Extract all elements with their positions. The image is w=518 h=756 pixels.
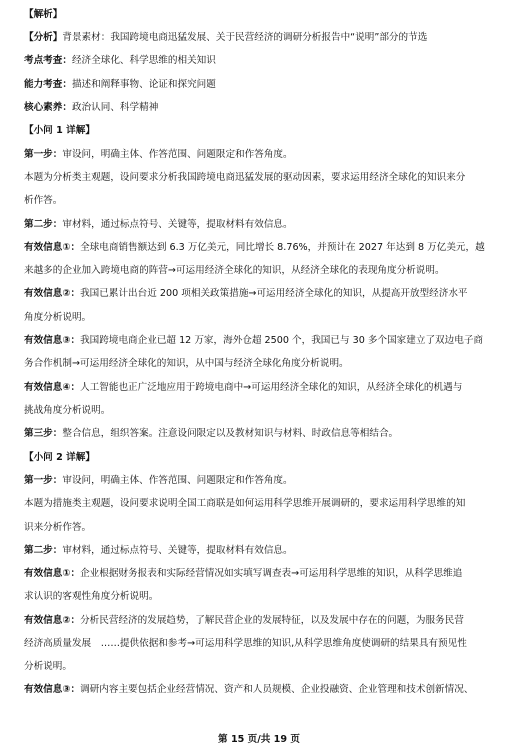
text-line (24, 474, 502, 487)
text-line (24, 567, 502, 580)
line-lead: 有效信息④： (24, 382, 81, 393)
text-line (24, 381, 502, 394)
line-text: 人工智能也正广泛地应用于跨境电商中→可运用经济全球化的知识，从经济全球化的机遇与 (80, 382, 463, 393)
text-line (24, 660, 502, 673)
line-text: 分析民营经济的发展趋势，了解民营企业的发展特征，以及发展中存在的问题，为服务民营 (80, 615, 464, 626)
text-line (24, 614, 502, 627)
text-line (24, 101, 502, 114)
line-lead: 【解析】 (24, 9, 63, 20)
line-text: 角度分析说明。 (24, 312, 92, 323)
line-text: 政治认同、科学精神 (71, 102, 159, 113)
line-lead: 第三步： (24, 428, 63, 439)
text-line (24, 311, 502, 324)
text-line (24, 357, 502, 370)
line-text: 整合信息，组织答案。注意设问限定以及教材知识与材料、时政信息等相结合。 (62, 428, 399, 439)
text-line (24, 148, 502, 161)
line-lead: 有效信息②： (24, 288, 81, 299)
line-lead: 有效信息①： (24, 242, 81, 253)
line-text: 调研内容主要包括企业经营情况、资产和人员规模、企业投融资、企业管理和技术创新情况、 (80, 684, 474, 695)
line-text: 背景素材：我国跨境电商迅猛发展、关于民营经济的调研分析报告中“说明”部分的节选 (62, 32, 428, 43)
text-line (24, 194, 502, 207)
line-lead: 有效信息①： (24, 568, 81, 579)
text-line (24, 427, 502, 440)
text-line (24, 31, 502, 44)
line-text: 我国跨境电商企业已超 12 万家，海外仓超 2500 个，我国已与 30 多个国家建立了双边电子商 (80, 335, 484, 346)
text-line (24, 124, 502, 137)
text-line (24, 683, 502, 696)
line-text: 我国已累计出台近 200 项相关政策措施→可运用经济全球化的知识，从提高开放型经济水平 (80, 288, 468, 299)
line-text: 识来分析作答。 (24, 522, 92, 533)
line-lead: 第二步： (24, 219, 63, 230)
line-text: 经济全球化、科学思维的相关知识 (71, 55, 216, 66)
text-line (24, 218, 502, 231)
text-line (24, 544, 502, 557)
line-text: 审设问，明确主体、作答范围、问题限定和作答角度。 (62, 475, 293, 486)
line-text: 本题为措施类主观题，设问要求说明全国工商联是如何运用科学思维开展调研的，要求运用科学思维的知 (24, 498, 466, 509)
text-line (24, 521, 502, 534)
line-lead: 能力考查： (24, 79, 72, 90)
page-footer: 第 15 页/共 19 页 (218, 734, 300, 745)
line-text: 来越多的企业加入跨境电商的阵营→可运用经济全球化的知识，从经济全球化的表现角度分析说明。 (24, 265, 445, 276)
line-text: 求认识的客观性角度分析说明。 (24, 591, 159, 602)
text-line (24, 590, 502, 603)
text-line (24, 264, 502, 277)
text-line (24, 54, 502, 67)
line-text: 经济高质量发展 ……提供依据和参考→可运用科学思维的知识,从科学思维角度使调研的结果具有预见性 (24, 638, 467, 649)
line-lead: 核心素养： (24, 102, 72, 113)
text-line (24, 171, 502, 184)
text-line (24, 404, 502, 417)
line-lead: 有效信息③： (24, 335, 81, 346)
text-line (24, 78, 502, 91)
line-lead: 有效信息②： (24, 615, 81, 626)
line-text: 务合作机制→可运用经济全球化的知识，从中国与经济全球化角度分析说明。 (24, 358, 349, 369)
line-text: 企业根据财务报表和实际经营情况如实填写调查表→可运用科学思维的知识，从科学思维追 (80, 568, 463, 579)
text-line (24, 241, 502, 254)
line-text: 析作答。 (24, 195, 63, 206)
line-lead: 有效信息③： (24, 684, 81, 695)
line-lead: 第一步： (24, 475, 63, 486)
line-text: 审材料，通过标点符号、关键等，提取材料有效信息。 (62, 545, 293, 556)
text-line (24, 497, 502, 510)
line-text: 挑战角度分析说明。 (24, 405, 111, 416)
text-line (24, 334, 502, 347)
line-text: 审设问，明确主体、作答范围、问题限定和作答角度。 (62, 149, 293, 160)
line-lead: 【小问 1 详解】 (24, 125, 95, 136)
line-lead: 【小问 2 详解】 (24, 452, 95, 463)
line-lead: 第一步： (24, 149, 63, 160)
line-lead: 考点考查： (24, 55, 72, 66)
line-text: 审材料，通过标点符号、关键等，提取材料有效信息。 (62, 219, 293, 230)
line-text: 描述和阐释事物、论证和探究问题 (71, 79, 216, 90)
line-text: 全球电商销售额达到 6.3 万亿美元，同比增长 8.76%，并预计在 2027 年达到 8 万亿美元，越 (80, 242, 485, 253)
line-text: 本题为分析类主观题，设问要求分析我国跨境电商迅猛发展的驱动因素，要求运用经济全球化的知识来分 (24, 172, 466, 183)
line-lead: 【分析】 (24, 32, 63, 43)
text-line (24, 637, 502, 650)
line-text: 分析说明。 (24, 661, 72, 672)
text-line (24, 8, 502, 21)
text-line (24, 451, 502, 464)
text-line (24, 287, 502, 300)
line-lead: 第二步： (24, 545, 63, 556)
